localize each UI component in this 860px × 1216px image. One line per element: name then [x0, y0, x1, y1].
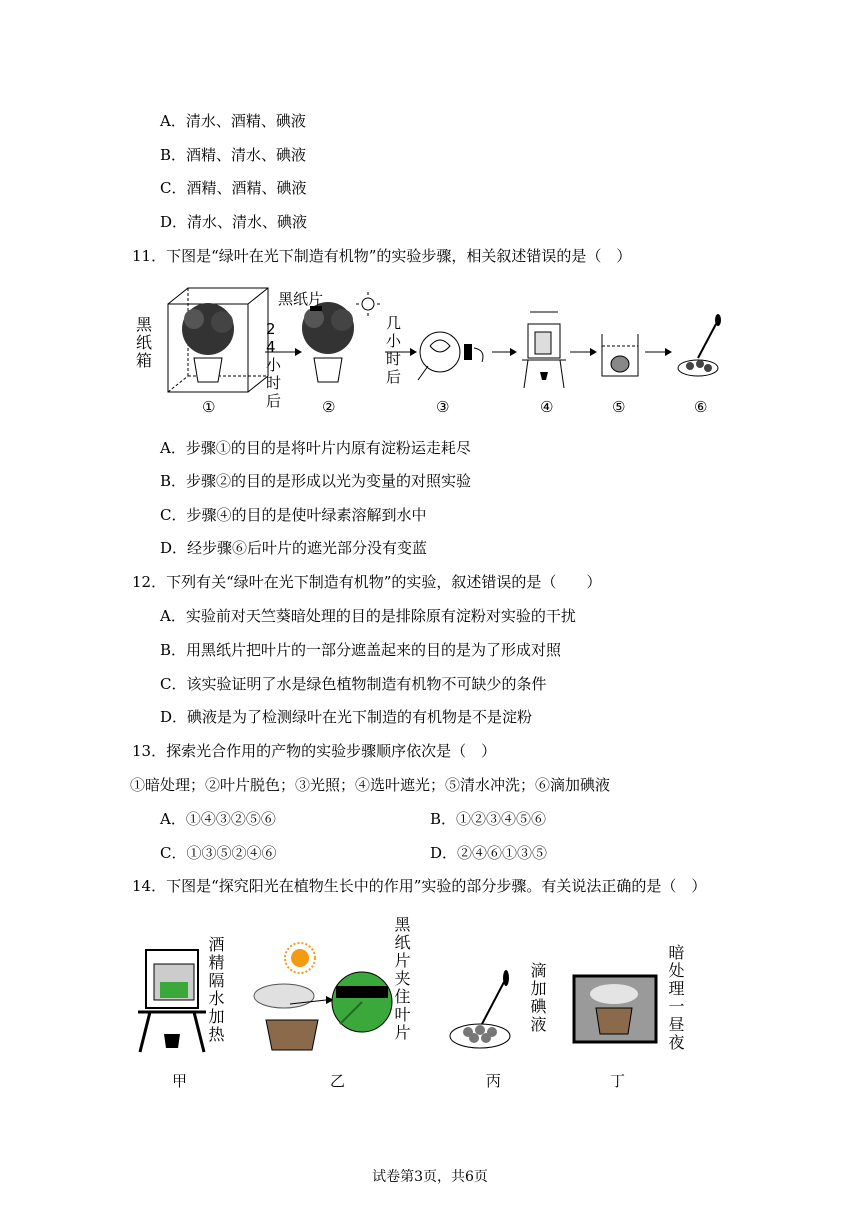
label-yi-text: 黑纸片夹住叶片 [392, 916, 411, 1042]
q10-option-b: B．酒精、清水、碘液 [160, 146, 307, 164]
step-num-5: ⑤ [612, 398, 626, 416]
q12-stem: 12．下列有关“绿叶在光下制造有机物”的实验，叙述错误的是（ ） [132, 573, 602, 591]
caption-yi: 乙 [330, 1072, 346, 1090]
dark-box-icon [168, 288, 268, 392]
q11-figure-svg [130, 284, 730, 424]
step-num-6: ⑥ [694, 398, 708, 416]
q14-figure [130, 912, 700, 1098]
label-bing-text: 滴加碘液 [528, 962, 547, 1034]
dropper-dish-icon [678, 314, 721, 376]
paper-label: 黑纸片 [278, 290, 324, 308]
caption-bing: 丙 [486, 1072, 502, 1090]
page-footer: 试卷第3页，共6页 [372, 1169, 488, 1185]
iodine-dish-icon [450, 970, 510, 1048]
q14-stem: 14．下图是“探究阳光在植物生长中的作用”实验的部分步骤。有关说法正确的是（ ） [132, 877, 707, 895]
box-label: 黑纸箱 [136, 315, 155, 370]
potted-plant-icon [254, 984, 334, 1050]
magnified-leaf-icon [332, 972, 392, 1032]
caption-ding: 丁 [610, 1072, 626, 1090]
beaker-icon [602, 334, 638, 376]
arrow2-label: 几小时后 [386, 314, 402, 386]
leaf-icon [418, 332, 483, 380]
q11-stem: 11．下图是“绿叶在光下制造有机物”的实验步骤，相关叙述错误的是（ ） [132, 247, 632, 265]
q12-option-d: D．碘液是为了检测绿叶在光下制造的有机物是不是淀粉 [160, 708, 533, 726]
q11-option-d: D．经步骤⑥后叶片的遮光部分没有变蓝 [160, 539, 428, 557]
q11-figure [130, 284, 730, 424]
q10-option-d: D．清水、清水、碘液 [160, 213, 308, 231]
q13-stem: 13．探索光合作用的产物的实验步骤顺序依次是（ ） [132, 742, 497, 760]
q11-option-c: C．步骤④的目的是使叶绿素溶解到水中 [160, 506, 427, 524]
step-num-2: ② [322, 398, 336, 416]
caption-jia: 甲 [172, 1072, 188, 1090]
q11-option-b: B．步骤②的目的是形成以光为变量的对照实验 [160, 472, 472, 490]
label-ding-text: 暗处理一昼夜 [666, 944, 685, 1052]
q12-option-b: B．用黑纸片把叶片的一部分遮盖起来的目的是为了形成对照 [160, 641, 562, 659]
step-num-1: ① [202, 398, 216, 416]
dark-treatment-icon [574, 976, 656, 1042]
step-num-4: ④ [540, 398, 554, 416]
arrow1-label: 24小时后 [266, 320, 282, 410]
q12-option-a: A．实验前对天竺葵暗处理的目的是排除原有淀粉对实验的干扰 [160, 607, 576, 625]
q13-option-a: A．①④③②⑤⑥ [160, 810, 276, 828]
step-num-3: ③ [436, 398, 450, 416]
q11-option-a: A．步骤①的目的是将叶片内原有淀粉运走耗尽 [160, 439, 471, 457]
sun-icon [285, 943, 315, 973]
q13-option-b: B．①②③④⑤⑥ [430, 810, 547, 828]
water-bath-icon [522, 312, 566, 388]
q12-option-c: C．该实验证明了水是绿色植物制造有机物不可缺少的条件 [160, 675, 547, 693]
alcohol-water-bath-icon [138, 950, 206, 1052]
q13-option-d: D．②④⑥①③⑤ [430, 844, 548, 862]
q13-steps: ①暗处理；②叶片脱色；③光照；④选叶遮光；⑤清水冲洗；⑥滴加碘液 [130, 776, 611, 794]
q10-option-c: C．酒精、酒精、碘液 [160, 179, 307, 197]
q10-option-a: A．清水、酒精、碘液 [160, 112, 306, 130]
label-jia-text: 酒精隔水加热 [206, 936, 225, 1044]
q13-option-c: C．①③⑤②④⑥ [160, 844, 277, 862]
